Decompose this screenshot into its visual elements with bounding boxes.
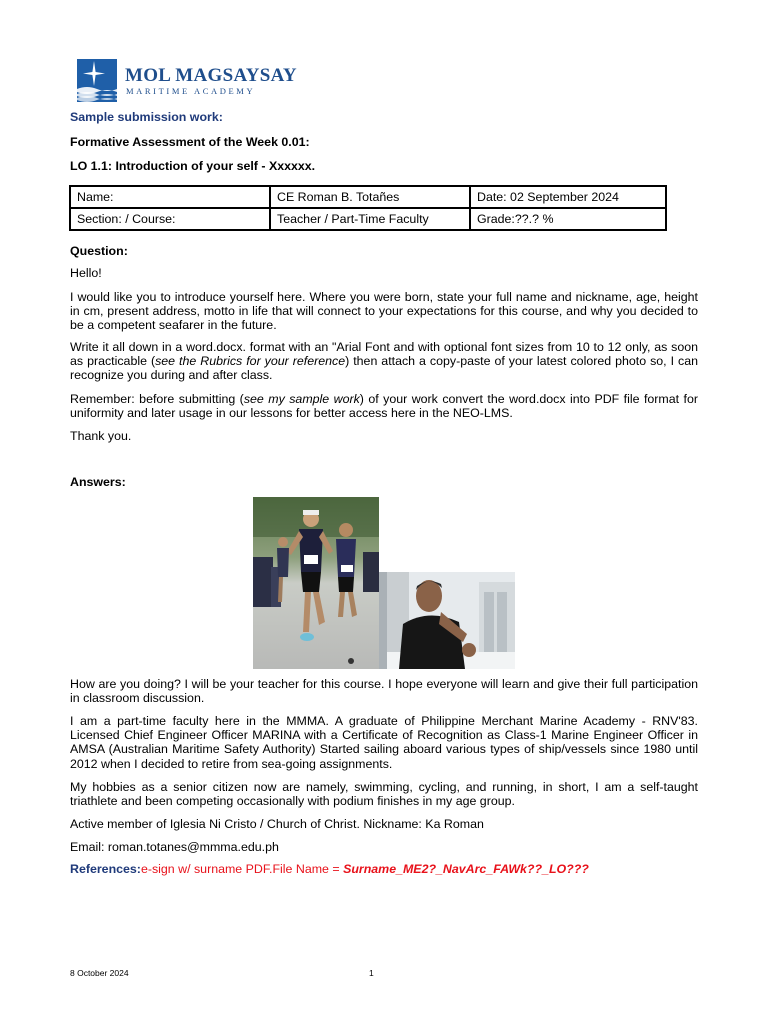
lo-heading: LO 1.1: Introduction of your self - Xxxxxx. — [70, 159, 316, 173]
email-text: Email: roman.totanes@mmma.edu.ph — [70, 840, 279, 854]
assessment-heading: Formative Assessment of the Week 0.01: — [70, 135, 310, 149]
section-value-cell: Teacher / Part-Time Faculty — [270, 208, 470, 230]
question-paragraph-3 — [70, 392, 698, 420]
references-filename: Surname_ME2?_NavArc_FAWk??_LO??? — [343, 862, 589, 876]
name-value-cell: CE Roman B. Totañes — [270, 186, 470, 208]
section-label-cell: Section: / Course: — [70, 208, 270, 230]
references-label: References: — [70, 862, 141, 876]
running-photo — [253, 497, 379, 669]
text-span: Remember: before submitting ( — [70, 392, 244, 406]
academy-logo — [77, 59, 297, 103]
answer-paragraph-1: How are you doing? I will be your teacher for this course. I hope everyone will learn and give their full participation in classroom discussion. — [70, 677, 698, 706]
question-paragraph-2 — [70, 340, 698, 383]
thank-you-text: Thank you. — [70, 429, 132, 443]
text-span: ) of your work convert the word.docx into PDF file format for uniformity and later usage in our lessons for better access here in the NEO-LMS. — [70, 392, 699, 421]
text-span: Write it all down in a word.docx. format with an "Arial Font and with optional font sizes from 10 to 12 only, as soon as practicable ( — [70, 340, 698, 369]
portrait-photo — [379, 572, 515, 669]
text-span: ) then attach a copy-paste of your latest colored photo so, I can recognize you during and after class. — [70, 354, 698, 383]
answer-paragraph-4: Active member of Iglesia Ni Cristo / Church of Christ. Nickname: Ka Roman — [70, 817, 484, 831]
student-info-table — [69, 185, 667, 231]
page-number: 1 — [369, 968, 374, 978]
sample-work-reference: see my sample work — [243, 392, 360, 406]
references-line — [70, 862, 589, 876]
hello-text: Hello! — [70, 266, 102, 280]
answers-label: Answers: — [70, 475, 126, 489]
grade-cell: Grade:??.? % — [470, 208, 666, 230]
date-cell: Date: 02 September 2024 — [470, 186, 666, 208]
brand-name: MOL MAGSAYSAY — [125, 65, 297, 86]
table-row — [70, 186, 666, 208]
references-text: e-sign w/ surname PDF.File Name = — [140, 862, 344, 876]
answer-paragraph-3: My hobbies as a senior citizen now are namely, swimming, cycling, and running, in short, I am a self-taught triathlete and been competing occasionally with podium finishes in my age group. — [70, 780, 698, 809]
question-paragraph-1: I would like you to introduce yourself here. Where you were born, state your full name and nickname, age, height in cm, present address, motto in life that will connect to your expectations for this course, and why you decided to be a competent seafarer in the future. — [70, 290, 698, 333]
name-label-cell: Name: — [70, 186, 270, 208]
brand-tagline: MARITIME ACADEMY — [126, 86, 256, 96]
footer-date: 8 October 2024 — [70, 968, 129, 978]
rubrics-reference: see the Rubrics for your reference — [155, 354, 346, 369]
sample-heading: Sample submission work: — [70, 110, 223, 124]
compass-star-logo-icon — [77, 59, 117, 102]
question-label: Question: — [70, 244, 128, 258]
table-row — [70, 208, 666, 230]
answer-paragraph-2: I am a part-time faculty here in the MMMA. A graduate of Philippine Merchant Marine Academy - RNV'83. Licensed Chief Engineer Officer MARINA with a Certificate of Recognition as Class-1 Marine Engineer Officer in AMSA (Australian Maritime Safety Authority) Started sailing aboard various types of ship/vessels since 1980 until 2012 when I decided to retire from sea-going assignments. — [70, 714, 698, 771]
